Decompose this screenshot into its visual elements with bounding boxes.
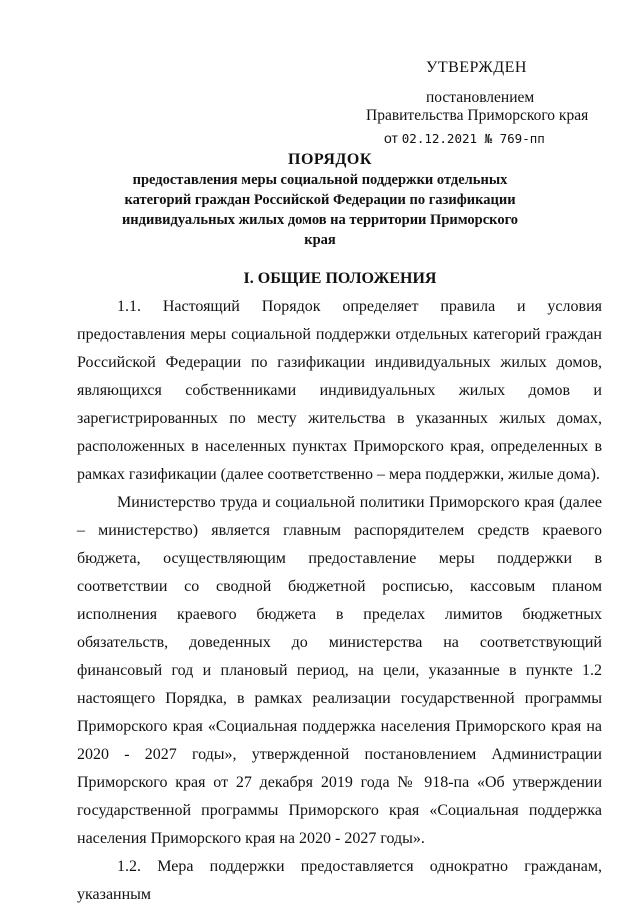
- section-heading: I. ОБЩИЕ ПОЛОЖЕНИЯ: [243, 270, 437, 287]
- section-body: [77, 293, 602, 909]
- paragraph-1-1: 1.1. Настоящий Порядок определяет правила и условия предоставления меры социальной поддержки отдельных категорий граждан Российской Федерации по газификации индивидуальных жилых домов, являющихся собственниками индивидуальных жилых домов и зарегистрированных по месту жительства в указанных жилых домах, расположенных в населенных пунктах Приморского края, определенных в рамках газификации (далее соответственно – мера поддержки, жилые дома).: [77, 298, 602, 483]
- paragraph-ministry: Министерство труда и социальной политики Приморского края (далее – министерство) является главным распорядителем средств краевого бюджета, осуществляющим предоставление меры поддержки в соответствии со сводной бюджетной росписью, кассовым планом исполнения краевого бюджета в пределах лимитов бюджетных обязательств, доведенных до министерства на соответствующий финансовый год и плановый период, на цели, указанные в пункте 1.2 настоящего Порядка, в рамках реализации государственной программы Приморского края «Социальная поддержка населения Приморского края на 2020 - 2027 годы», утвержденной постановлением Администрации Приморского края от 27 декабря 2019 года № 918-па «Об утверждении государственной программы Приморского края «Социальная поддержка населения Приморского края на 2020 - 2027 годы».: [77, 494, 602, 847]
- document-title-main: ПОРЯДОК: [288, 151, 372, 168]
- approval-date-prefix: от: [384, 130, 402, 146]
- approval-title: УТВЕРЖДЕН: [426, 59, 527, 76]
- approval-date-stamp: 02.12.2021 № 769-пп: [401, 131, 545, 146]
- document-title-sub: предоставления меры социальной поддержки отдельных категорий граждан Российской Федерации по газификации индивидуальных жилых домов на территории Приморского края: [121, 172, 519, 248]
- paragraph-1-2: 1.2. Мера поддержки предоставляется однократно гражданам, указанным: [77, 858, 602, 903]
- document-title: [0, 150, 640, 250]
- approval-resolution-label: постановлением: [426, 89, 535, 106]
- approval-authority: Правительства Приморского края: [366, 107, 589, 124]
- approval-date-number: [384, 128, 545, 149]
